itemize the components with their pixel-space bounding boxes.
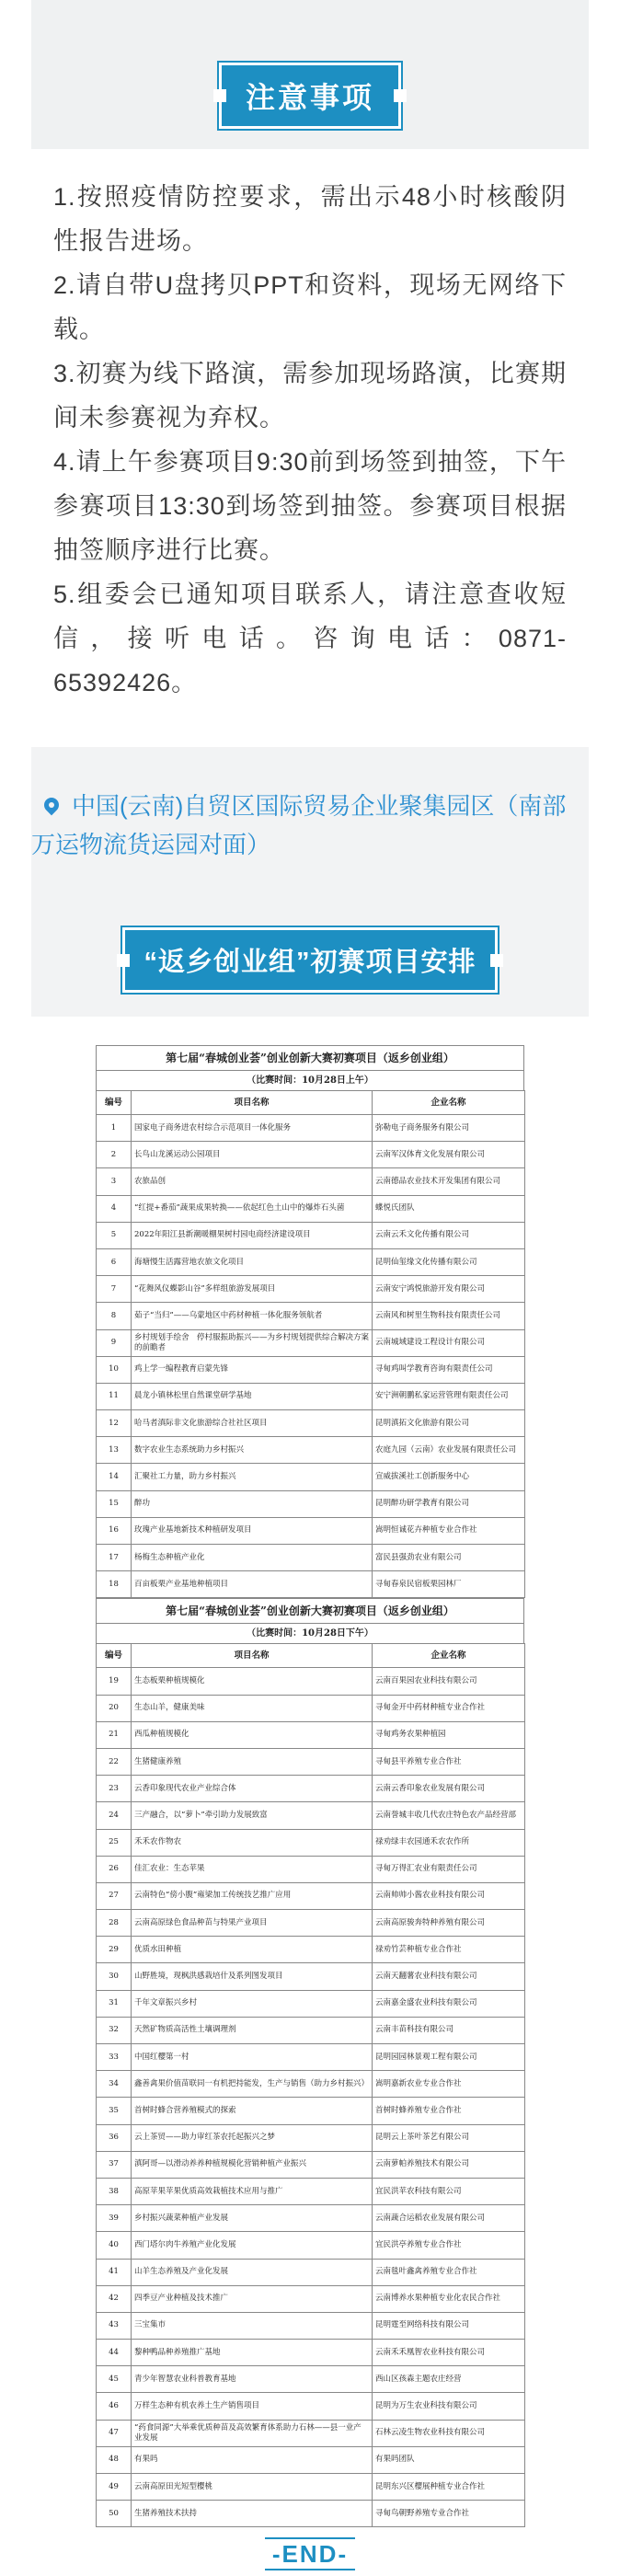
header-company: 企业名称 [373, 1091, 525, 1115]
project-name: 三宝集市 [132, 2312, 373, 2339]
table-row [97, 1303, 525, 1329]
row-number: 41 [97, 2259, 132, 2285]
table-row [97, 2501, 525, 2527]
afternoon-table-title: 第七届“春城创业荟”创业创新大赛初赛项目（返乡创业组） [96, 1598, 524, 1623]
row-number: 14 [97, 1464, 132, 1490]
row-number: 34 [97, 2071, 132, 2098]
company-name: 云南蔬合运稻农业发展有限公司 [373, 2205, 525, 2232]
table-row [97, 1248, 525, 1275]
row-number: 40 [97, 2232, 132, 2259]
row-number: 27 [97, 1882, 132, 1909]
table-row [97, 1668, 525, 1695]
header-no: 编号 [97, 1644, 132, 1668]
table-row [97, 1990, 525, 2017]
project-name: 优质水田种植 [132, 1937, 373, 1963]
afternoon-table [96, 1643, 525, 2527]
project-name: 首树时蜂合营养殖模式的探索 [132, 2098, 373, 2124]
row-number: 6 [97, 1248, 132, 1275]
row-number: 18 [97, 1571, 132, 1598]
project-name: “红提+番茄”蔬果成果转换——依起红色土山中的爆炸石头菌 [132, 1195, 373, 1222]
row-number: 9 [97, 1329, 132, 1356]
company-name: 云南毯叶鑫禽养殖专业合作社 [373, 2259, 525, 2285]
project-name: 晨龙小镇林松里自然课堂研学基地 [132, 1383, 373, 1409]
table-row [97, 1545, 525, 1571]
location-pin-icon [41, 795, 63, 816]
row-number: 11 [97, 1383, 132, 1409]
row-number: 47 [97, 2420, 132, 2446]
table-row [97, 1490, 525, 1517]
project-name: 鸡上学一编程教育启蒙先锋 [132, 1356, 373, 1383]
project-name: 汇聚社工力量，助力乡村振兴 [132, 1464, 373, 1490]
company-name: 云南禾禾凰智农业科技有限公司 [373, 2340, 525, 2366]
table-row [97, 2312, 525, 2339]
table-row [97, 2071, 525, 2098]
schedule-title: “返乡创业组”初赛项目安排 [122, 927, 497, 993]
company-name: 寻甸金开中药材种植专业合作社 [373, 1695, 525, 1721]
row-number: 7 [97, 1276, 132, 1303]
company-name: 安宁洲朝鹏私家运营管理有限责任公司 [373, 1383, 525, 1409]
table-row [97, 2232, 525, 2259]
project-name: “药食同源”大举乘优质种苗及高效繁育体系助力石林——县一业产业发展 [132, 2420, 373, 2446]
table-row [97, 2205, 525, 2232]
row-number: 1 [97, 1115, 132, 1142]
company-name: 首树时蜂养殖专业合作社 [373, 2098, 525, 2124]
morning-table-time: （比赛时间：10月28日上午） [96, 1070, 524, 1090]
project-name: 云香印象现代农业产业综合体 [132, 1776, 373, 1802]
notice-title: 注意事项 [219, 63, 401, 129]
company-name: 昆明东兴区樱展种植专业合作社 [373, 2474, 525, 2501]
project-name: 海塘慢生活露营地农旅文化项目 [132, 1248, 373, 1275]
project-name: 国家电子商务进农村综合示范项目一体化服务 [132, 1115, 373, 1142]
project-name: 乡村振兴蔬菜种植产业发展 [132, 2205, 373, 2232]
afternoon-table-time: （比赛时间：10月28日下午） [96, 1623, 524, 1643]
company-name: 寻甸万得汇农业有限责任公司 [373, 1856, 525, 1882]
project-name: 万样生态种有机农养土生产销售项目 [132, 2393, 373, 2420]
table-row [97, 1829, 525, 1856]
company-name: 云南军汉体育文化发展有限公司 [373, 1142, 525, 1168]
table-row [97, 2285, 525, 2312]
row-number: 38 [97, 2178, 132, 2204]
table-row [97, 2259, 525, 2285]
project-name: 四季豆产业种植及技术推广 [132, 2285, 373, 2312]
row-number: 17 [97, 1545, 132, 1571]
company-name: 寻甸鸡叫学教育咨询有限责任公司 [373, 1356, 525, 1383]
company-name: 禄劝绿丰农园通禾农农作所 [373, 1829, 525, 1856]
table-row [97, 2098, 525, 2124]
project-name: 云上茶贸——助力审红茶农托起振兴之梦 [132, 2124, 373, 2151]
company-name: 云南云禾文化传播有限公司 [373, 1222, 525, 1248]
project-name: 乡村规划手绘舍 停村服振助振兴——为乡村规划提供综合解决方案的前瞻者 [132, 1329, 373, 1356]
table-row [97, 1721, 525, 1748]
row-number: 30 [97, 1963, 132, 1990]
table-row [97, 2151, 525, 2178]
project-name: 高原苹果苹果优质高效栽植技术应用与推广 [132, 2178, 373, 2204]
end-marker [0, 2537, 620, 2570]
notice-item: 4.请上午参赛项目9:30前到场签到抽签，下午参赛项目13:30到场签到抽签。参赛项目根据抽签顺序进行比赛。 [53, 448, 567, 564]
table-row [97, 2366, 525, 2393]
row-number: 39 [97, 2205, 132, 2232]
table-row [97, 2017, 525, 2043]
morning-table-title: 第七届“春城创业荟”创业创新大赛初赛项目（返乡创业组） [96, 1045, 524, 1070]
project-name: 生态板栗种植规模化 [132, 1668, 373, 1695]
afternoon-rows [97, 1668, 525, 2527]
project-name: 生猪养殖技术扶持 [132, 2501, 373, 2527]
row-number: 45 [97, 2366, 132, 2393]
project-name: 数字农业生态系统助力乡村振兴 [132, 1437, 373, 1464]
row-number: 3 [97, 1168, 132, 1195]
row-number: 37 [97, 2151, 132, 2178]
table-row [97, 1356, 525, 1383]
notice-list [53, 175, 567, 705]
row-number: 13 [97, 1437, 132, 1464]
row-number: 48 [97, 2446, 132, 2473]
company-name: 云南高原骏奔特种养殖有限公司 [373, 1910, 525, 1937]
header-project: 项目名称 [132, 1091, 373, 1115]
venue-address [31, 787, 583, 864]
company-name: 昆明滇拓文化旅游有限公司 [373, 1410, 525, 1437]
table-row [97, 1142, 525, 1168]
company-name: 农庭九园（云南）农业发展有限责任公司 [373, 1437, 525, 1464]
company-name: 嵩明恒诚花卉种植专业合作社 [373, 1517, 525, 1544]
row-number: 44 [97, 2340, 132, 2366]
row-number: 15 [97, 1490, 132, 1517]
company-name: 寻甸鸡务农果种植园 [373, 1721, 525, 1748]
row-number: 43 [97, 2312, 132, 2339]
row-number: 31 [97, 1990, 132, 2017]
project-name: 云南高原田光短型樱桃 [132, 2474, 373, 2501]
row-number: 19 [97, 1668, 132, 1695]
table-row [97, 1882, 525, 1909]
table-row [97, 1802, 525, 1829]
company-name: 云南帅帅小酱农业科技有限公司 [373, 1882, 525, 1909]
project-name: 禾禾农作物农 [132, 1829, 373, 1856]
table-row [97, 1464, 525, 1490]
company-name: 禄劝竹芸种植专业合作社 [373, 1937, 525, 1963]
notice-item: 1.按照疫情防控要求，需出示48小时核酸阴性报告进场。 [53, 183, 567, 255]
table-row [97, 1571, 525, 1598]
table-row [97, 1776, 525, 1802]
row-number: 23 [97, 1776, 132, 1802]
project-name: 2022年阳江县新潮暖棚果树村园电商经济建设项目 [132, 1222, 373, 1248]
row-number: 49 [97, 2474, 132, 2501]
row-number: 10 [97, 1356, 132, 1383]
project-name: 鑫善禽果价值苗联同一有机把持能发，生产与销售（助力乡村振兴） [132, 2071, 373, 2098]
table-row [97, 1115, 525, 1142]
row-number: 5 [97, 1222, 132, 1248]
company-name: 嵩明嘉新农业专业合作社 [373, 2071, 525, 2098]
notice-item: 3.初赛为线下路演，需参加现场路演，比赛期间未参赛视为弃权。 [53, 360, 567, 431]
company-name: 有果吗团队 [373, 2446, 525, 2473]
morning-rows [97, 1115, 525, 1598]
schedule-tables [96, 1045, 524, 2527]
project-name: 茹子“当归”——乌蒙地区中药材种植一体化服务领航者 [132, 1303, 373, 1329]
table-row [97, 2420, 525, 2446]
project-name: 杨梅生态种植产业化 [132, 1545, 373, 1571]
project-name: 百亩板栗产业基地种植项目 [132, 1571, 373, 1598]
table-row [97, 1695, 525, 1721]
table-row [97, 1168, 525, 1195]
row-number: 4 [97, 1195, 132, 1222]
notice-item: 5.组委会已通知项目联系人，请注意查收短信，接听电话。咨询电话：0871-65392426。 [53, 581, 567, 696]
company-name: 寻甸春泉民宿板栗园林厂 [373, 1571, 525, 1598]
project-name: 哈马者滇际非文化旅游综合社社区项目 [132, 1410, 373, 1437]
company-name: 昆明园园林景观工程有限公司 [373, 2044, 525, 2071]
company-name: 云南博养水果种植专业化农民合作社 [373, 2285, 525, 2312]
project-name: 佳汇农业：生态苹果 [132, 1856, 373, 1882]
row-number: 50 [97, 2501, 132, 2527]
company-name: 昆明云上茶叶茶艺有限公司 [373, 2124, 525, 2151]
project-name: 黎种鸭品种养殖推广基地 [132, 2340, 373, 2366]
table-row [97, 2393, 525, 2420]
row-number: 29 [97, 1937, 132, 1963]
company-name: 云南丰苗科技有限公司 [373, 2017, 525, 2043]
header-company: 企业名称 [373, 1644, 525, 1668]
table-row [97, 1195, 525, 1222]
company-name: 云南云香印象农业发展有限公司 [373, 1776, 525, 1802]
project-name: 农旅品创 [132, 1168, 373, 1195]
end-text: -END- [265, 2537, 355, 2570]
company-name: 云南百果园农业科技有限公司 [373, 1668, 525, 1695]
project-name: “花舞风仪蝶影山谷”多样组旅游发展项目 [132, 1276, 373, 1303]
company-name: 昆明为万生农业科技有限公司 [373, 2393, 525, 2420]
row-number: 8 [97, 1303, 132, 1329]
row-number: 46 [97, 2393, 132, 2420]
project-name: 千年文章振兴乡村 [132, 1990, 373, 2017]
table-row [97, 1437, 525, 1464]
table-row [97, 1517, 525, 1544]
company-name: 蝶悦氏团队 [373, 1195, 525, 1222]
row-number: 28 [97, 1910, 132, 1937]
company-name: 昆明仙玺缘文化传播有限公司 [373, 1248, 525, 1275]
project-name: 山羊生态养殖及产业化发展 [132, 2259, 373, 2285]
project-name: 西瓜种植规模化 [132, 1721, 373, 1748]
table-row [97, 2178, 525, 2204]
project-name: 醉功 [132, 1490, 373, 1517]
table-row [97, 1276, 525, 1303]
company-name: 云南萝帕养殖技术有限公司 [373, 2151, 525, 2178]
row-number: 33 [97, 2044, 132, 2071]
row-number: 36 [97, 2124, 132, 2151]
header-no: 编号 [97, 1091, 132, 1115]
company-name: 寻甸鸟朝野养殖专业合作社 [373, 2501, 525, 2527]
table-row [97, 1856, 525, 1882]
row-number: 24 [97, 1802, 132, 1829]
company-name: 富民县强劲农业有限公司 [373, 1545, 525, 1571]
row-number: 25 [97, 1829, 132, 1856]
company-name: 云南天翻薯农业科技有限公司 [373, 1963, 525, 1990]
header-project: 项目名称 [132, 1644, 373, 1668]
company-name: 云南誉城丰收几代农庄特色农产品经营部 [373, 1802, 525, 1829]
table-row [97, 1910, 525, 1937]
company-name: 昆明霆至网络科技有限公司 [373, 2312, 525, 2339]
row-number: 32 [97, 2017, 132, 2043]
project-name: 青少年智慧农业科普教育基地 [132, 2366, 373, 2393]
project-name: 有果吗 [132, 2446, 373, 2473]
table-row [97, 1937, 525, 1963]
project-name: 玫瑰产业基地新技术种植研发项目 [132, 1517, 373, 1544]
table-row [97, 1963, 525, 1990]
company-name: 石林云凌生物农业科技有限公司 [373, 2420, 525, 2446]
company-name: 宜民洪亭养殖专业合作社 [373, 2232, 525, 2259]
company-name: 云南风和树里生物科技有限责任公司 [373, 1303, 525, 1329]
project-name: 中国红樱第一村 [132, 2044, 373, 2071]
row-number: 12 [97, 1410, 132, 1437]
company-name: 宜民洪苹农科技有限公司 [373, 2178, 525, 2204]
table-row [97, 1410, 525, 1437]
company-name: 云南德品农业技术开发集团有限公司 [373, 1168, 525, 1195]
row-number: 22 [97, 1748, 132, 1775]
address-text: 中国(云南)自贸区国际贸易企业聚集园区（南部万运物流货运园对面） [31, 792, 567, 858]
row-number: 26 [97, 1856, 132, 1882]
row-number: 2 [97, 1142, 132, 1168]
project-name: 天然矿物质高活性土壤调理剂 [132, 2017, 373, 2043]
project-name: 三产融合，以“萝卜”牵引助力发展致富 [132, 1802, 373, 1829]
project-name: 山野胜境，现枫洪感栽培什及系列图发项目 [132, 1963, 373, 1990]
company-name: 宣威拔溪社工创新服务中心 [373, 1464, 525, 1490]
table-row [97, 1748, 525, 1775]
table-row [97, 2044, 525, 2071]
project-name: 生猪健康养殖 [132, 1748, 373, 1775]
morning-table [96, 1090, 525, 1598]
project-name: 云南特色“傍小腹”雍梁加工传统技艺推广应用 [132, 1882, 373, 1909]
notice-item: 2.请自带U盘拷贝PPT和资料，现场无网络下载。 [53, 271, 567, 343]
project-name: 云南高原绿色食品种苗与特果产业项目 [132, 1910, 373, 1937]
notice-banner [0, 63, 620, 129]
project-name: 生态山羊，健康美味 [132, 1695, 373, 1721]
company-name: 寻甸县平养殖专业合作社 [373, 1748, 525, 1775]
company-name: 云南嘉金盛农业科技有限公司 [373, 1990, 525, 2017]
company-name: 云南安宁鸿悦旅游开发有限公司 [373, 1276, 525, 1303]
table-row [97, 1383, 525, 1409]
project-name: 西门塔尔肉牛养殖产业化发展 [132, 2232, 373, 2259]
table-row [97, 2446, 525, 2473]
company-name: 昆明醉功研学教育有限公司 [373, 1490, 525, 1517]
schedule-banner [0, 927, 620, 993]
company-name: 云南城域建设工程设计有限公司 [373, 1329, 525, 1356]
table-row [97, 1329, 525, 1356]
row-number: 35 [97, 2098, 132, 2124]
company-name: 西山区孩森主题农庄经营 [373, 2366, 525, 2393]
row-number: 21 [97, 1721, 132, 1748]
company-name: 弥勒电子商务服务有限公司 [373, 1115, 525, 1142]
table-row [97, 2340, 525, 2366]
row-number: 20 [97, 1695, 132, 1721]
table-row [97, 2124, 525, 2151]
project-name: 长鸟山龙溪运动公园项目 [132, 1142, 373, 1168]
row-number: 16 [97, 1517, 132, 1544]
project-name: 滇阿哥—以滑动养养种植规模化营销种植产业振兴 [132, 2151, 373, 2178]
table-row [97, 2474, 525, 2501]
row-number: 42 [97, 2285, 132, 2312]
table-row [97, 1222, 525, 1248]
